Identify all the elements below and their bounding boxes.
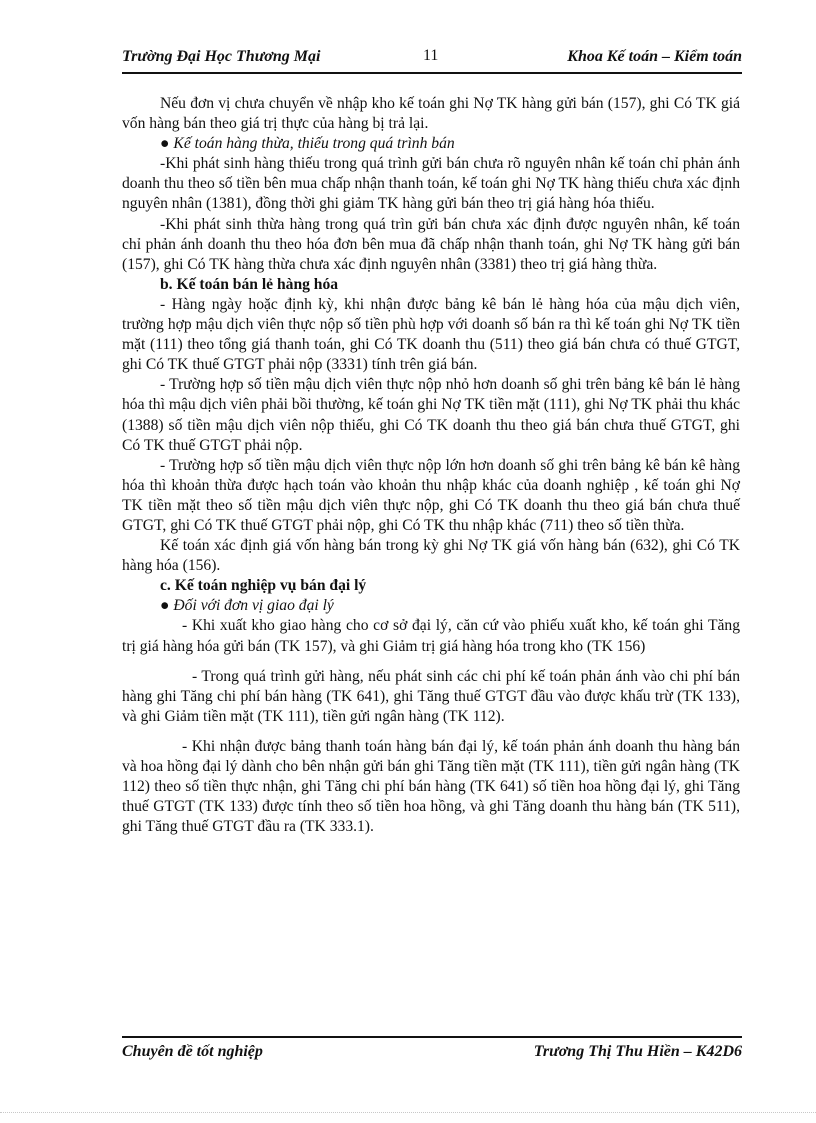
paragraph: - Trường hợp số tiền mậu dịch viên thực nộp nhỏ hơn doanh số ghi trên bảng kê bán lẻ hàng hóa thì mậu dịch viên phải bồi thường, kế toán ghi Nợ TK tiền mặt (111), ghi Nợ TK phải thu khác (1388) số tiền mậu dịch viên nộp thiếu, ghi Có TK doanh thu theo giá bán chưa thuế GTGT, ghi Có TK thuế GTGT phải nộp. (122, 376, 740, 454)
faculty-name: Khoa Kế toán – Kiểm toán (567, 48, 742, 65)
paragraph: - Khi nhận được bảng thanh toán hàng bán đại lý, kế toán phản ánh doanh thu hàng bán và hoa hồng đại lý dành cho bên nhận gửi bán ghi Tăng tiền mặt (TK 111), tiền gửi ngân hàng (TK 112) theo số tiền thực nhận, ghi Tăng chi phí bán hàng (TK 641) số tiền hoa hồng đại lý, ghi Tăng thuế GTGT (TK 133) được tính theo số tiền hoa hồng, và ghi Tăng doanh thu hàng bán (TK 511), ghi Tăng thuế GTGT đầu ra (TK 333.1). (122, 737, 740, 836)
bullet-heading-text: Đối với đơn vị giao đại lý (173, 597, 334, 615)
page-number: 11 (423, 47, 439, 64)
document-body (122, 94, 740, 837)
paragraph: - Hàng ngày hoặc định kỳ, khi nhận được bảng kê bán lẻ hàng hóa của mậu dịch viên, trường hợp mậu dịch viên thực nộp số tiền phù hợp với doanh số bán ra thì kế toán ghi Nợ TK tiền mặt (111) theo tổng giá thanh toán, ghi Có TK doanh thu (511) theo giá bán chưa có thuế GTGT, ghi Có TK thuế GTGT phải nộp (3331) tính trên giá bán. (122, 295, 740, 374)
paragraph: - Khi xuất kho giao hàng cho cơ sở đại lý, căn cứ vào phiếu xuất kho, kế toán ghi Tăng trị giá hàng hóa gửi bán (TK 157), và ghi Giảm trị giá hàng hóa trong kho (TK 156) (122, 617, 740, 655)
author-name: Trương Thị Thu Hiền – K42D6 (533, 1043, 742, 1060)
paragraph: -Khi phát sinh thừa hàng trong quá trìn gửi bán chưa xác định được nguyên nhân, kế toán chỉ phản ánh doanh thu theo hóa đơn bên mua đã chấp nhận thanh toán, ghi Nợ TK hàng gửi bán (157), ghi Có TK hàng thừa chưa xác định nguyên nhân (3381) theo trị giá hàng thừa. (122, 215, 740, 273)
bullet-icon: ● (160, 135, 170, 153)
bullet-heading (122, 596, 740, 616)
paragraph: Kế toán xác định giá vốn hàng bán trong kỳ ghi Nợ TK giá vốn hàng bán (632), ghi Có TK hàng hóa (156). (122, 537, 740, 575)
page-edge-divider (0, 1112, 816, 1113)
page-header (122, 44, 742, 74)
paragraph: Nếu đơn vị chưa chuyển về nhập kho kế toán ghi Nợ TK hàng gửi bán (157), ghi Có TK giá vốn hàng bán theo giá trị thực của hàng bị trả lại. (122, 95, 740, 133)
bullet-heading-text: Kế toán hàng thừa, thiếu trong quá trình bán (173, 135, 455, 153)
bullet-icon: ● (160, 597, 170, 615)
bullet-heading (122, 134, 740, 154)
document-title: Chuyên đề tốt nghiệp (122, 1043, 263, 1060)
paragraph: - Trường hợp số tiền mậu dịch viên thực nộp lớn hơn doanh số ghi trên bảng kê bán kê hàng hóa thì khoản thừa được hạch toán vào khoản thu nhập khác của doanh nghiệp , kế toán ghi Nợ TK tiền mặt theo số tiền mậu dịch viên thực nộp, ghi Có TK doanh thu theo giá bán chưa thuế GTGT, ghi Có TK thuế GTGT phải nộp, ghi Có TK thu nhập khác (711) theo số tiền thừa. (122, 456, 740, 534)
section-heading: b. Kế toán bán lẻ hàng hóa (160, 275, 339, 293)
school-name: Trường Đại Học Thương Mại (122, 48, 321, 65)
page-footer (122, 1036, 742, 1066)
paragraph: - Trong quá trình gửi hàng, nếu phát sinh các chi phí kế toán phản ánh vào chi phí bán hàng ghi Tăng chi phí bán hàng (TK 641), ghi Tăng thuế GTGT đầu vào được khấu trừ (TK 133), và ghi Giảm tiền mặt (TK 111), tiền gửi ngân hàng (TK 112). (122, 667, 740, 725)
paragraph: -Khi phát sinh hàng thiếu trong quá trình gửi bán chưa rõ nguyên nhân kế toán chỉ phản ánh doanh thu theo số tiền bên mua chấp nhận thanh toán, kế toán ghi Nợ TK hàng thiếu chưa xác định nguyên nhân (1381), đồng thời ghi giảm TK hàng gửi bán theo trị giá hàng hóa thiếu. (122, 155, 740, 213)
section-heading: c. Kế toán nghiệp vụ bán đại lý (160, 577, 367, 595)
